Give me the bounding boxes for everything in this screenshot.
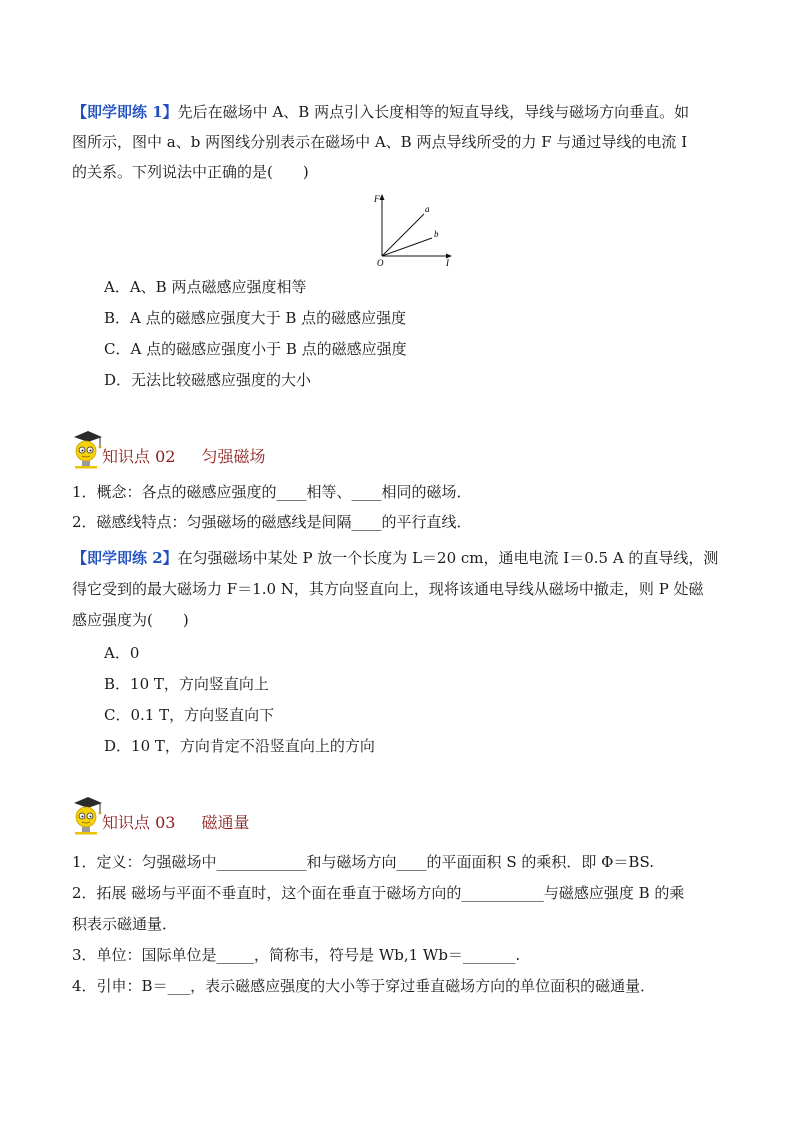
exercise-2-label: 【即学即练 2】 — [72, 549, 178, 567]
exercise-1-line-2: 图所示，图中 a、b 两图线分别表示在磁场中 A、B 两点导线所受的力 F 与通过导线的电流 I — [72, 133, 688, 151]
kp03-item-3: 3．单位：国际单位是_____，简称韦，符号是 Wb,1 Wb＝_______. — [72, 946, 521, 964]
kp02-item-1: 1．概念：各点的磁感应强度的____相等、____相同的磁场． — [72, 483, 472, 501]
knowledge-point-02-title: 匀强磁场 — [201, 447, 266, 466]
exercise-1-text: 先后在磁场中 A、B 两点引入长度相等的短直导线，导线与磁场方向垂直。如 — [177, 103, 690, 121]
exercise-1-label: 【即学即练 1】 — [72, 103, 178, 121]
exercise-2-line-1 — [72, 547, 724, 569]
exercise-2-line-3: 感应强度为( ) — [72, 611, 189, 629]
kp03-item-2: 2．拓展 磁场与平面不垂直时，这个面在垂直于磁场方向的___________与磁感应强度 B 的乘 — [72, 884, 685, 902]
exercise-1-option-d: D．无法比较磁感应强度的大小 — [104, 371, 312, 389]
graduate-bulb-icon — [70, 430, 104, 470]
exercise-1-option-a: A．A、B 两点磁感应强度相等 — [104, 278, 307, 296]
exercise-1-line-1 — [72, 101, 724, 123]
f-axis-arrow — [380, 194, 385, 200]
exercise-1-option-c: C．A 点的磁感应强度小于 B 点的磁感应强度 — [104, 340, 407, 358]
i-axis-label: I — [446, 258, 449, 268]
knowledge-point-02-heading — [70, 430, 470, 470]
line-a-label: a — [425, 204, 430, 214]
exercise-1-option-b: B．A 点的磁感应强度大于 B 点的磁感应强度 — [104, 309, 407, 327]
line-b-label: b — [434, 229, 439, 239]
exercise-2-line-2: 得它受到的最大磁场力 F＝1.0 N，其方向竖直向上，现将该通电导线从磁场中撤走，则 P 处磁 — [72, 580, 704, 598]
exercise-2-option-c: C．0.1 T，方向竖直向下 — [104, 706, 275, 724]
origin-label: O — [377, 258, 384, 268]
f-axis-label: F — [374, 194, 380, 204]
knowledge-point-02-number: 知识点 02 — [102, 447, 176, 466]
knowledge-point-03-number: 知识点 03 — [102, 813, 176, 832]
exercise-2-text: 在匀强磁场中某处 P 放一个长度为 L＝20 cm，通电电流 I＝0.5 A 的直导线，测 — [177, 549, 719, 567]
graduate-bulb-icon — [70, 796, 104, 836]
line-b — [382, 238, 432, 256]
knowledge-point-03-heading — [70, 796, 470, 836]
kp03-item-4: 4．引申：B＝___，表示磁感应强度的大小等于穿过垂直磁场方向的单位面积的磁通量． — [72, 977, 656, 995]
kp02-item-2: 2．磁感线特点：匀强磁场的磁感线是间隔____的平行直线． — [72, 513, 472, 531]
kp03-item-2-cont: 积表示磁通量． — [72, 915, 178, 933]
exercise-2-option-b: B．10 T，方向竖直向上 — [104, 675, 269, 693]
line-a — [382, 214, 424, 256]
exercise-2-option-d: D．10 T，方向肯定不沿竖直向上的方向 — [104, 737, 375, 755]
exercise-1-line-3: 的关系。下列说法中正确的是( ) — [72, 163, 309, 181]
knowledge-point-03-title: 磁通量 — [201, 813, 250, 832]
exercise-2-option-a: A．0 — [104, 644, 140, 662]
force-current-graph — [366, 190, 462, 270]
kp03-item-1: 1．定义：匀强磁场中____________和与磁场方向____的平面面积 S 的乘积．即 Φ＝BS. — [72, 853, 654, 871]
